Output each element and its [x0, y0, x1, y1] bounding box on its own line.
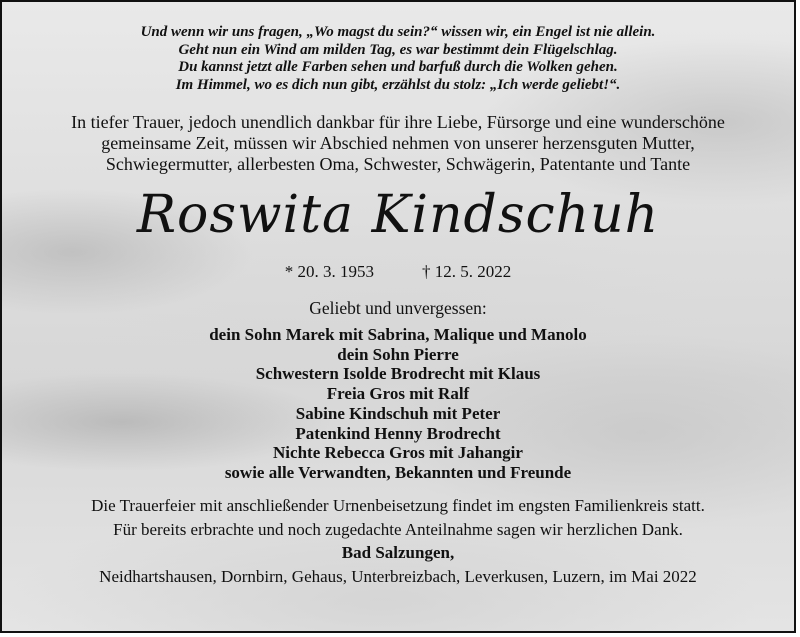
poem-line: Du kannst jetzt alle Farben sehen und barfuß durch die Wolken gehen.: [178, 59, 618, 75]
place-name: Bad Salzungen,: [341, 543, 455, 562]
footer: [2, 494, 794, 588]
mourner-line: Patenkind Henny Brodrecht: [295, 423, 501, 443]
life-dates: [2, 261, 794, 283]
thanks-note: Für bereits erbrachte und noch zugedachte Anteilnahme sagen wir herzlichen Dank.: [113, 519, 683, 539]
poem-line: Geht nun ein Wind am milden Tag, es war bestimmt dein Flügelschlag.: [178, 41, 618, 58]
locations-line: Neidhartshausen, Dornbirn, Gehaus, Unterbreizbach, Leverkusen, Luzern, im Mai 2022: [99, 566, 697, 586]
poem-line: Und wenn wir uns fragen, „Wo magst du sein?“ wissen wir, ein Engel ist nie allein.: [140, 24, 656, 40]
mourner-line: dein Sohn Pierre: [337, 344, 459, 364]
intro-line: Schwiegermutter, allerbesten Oma, Schwester, Schwägerin, Patentante und Tante: [105, 154, 691, 174]
mourner-line: Freia Gros mit Ralf: [326, 384, 470, 404]
poem-line: Im Himmel, wo es dich nun gibt, erzählst du stolz: „Ich werde geliebt!“.: [175, 76, 621, 93]
mourner-line: Nichte Rebecca Gros mit Jahangir: [273, 443, 523, 463]
mourner-line: Schwestern Isolde Brodrecht mit Klaus: [255, 364, 541, 384]
intro-line: gemeinsame Zeit, müssen wir Abschied nehmen von unserer herzensguten Mutter,: [101, 133, 695, 153]
birth-date: * 20. 3. 1953: [284, 262, 374, 281]
funeral-note: Die Trauerfeier mit anschließender Urnenbeisetzung findet im engsten Familienkreis statt.: [91, 496, 705, 515]
poem: [2, 24, 794, 94]
deceased-name: Roswita Kindschuh: [136, 185, 660, 245]
intro-line: In tiefer Trauer, jedoch unendlich dankbar für ihre Liebe, Fürsorge und eine wunderschöne: [71, 112, 725, 132]
death-date: † 12. 5. 2022: [422, 262, 512, 281]
loved-label: Geliebt und unvergessen:: [309, 298, 487, 318]
mourners-list: [2, 325, 794, 483]
mourner-line: dein Sohn Marek mit Sabrina, Malique und Manolo: [209, 325, 587, 344]
intro-text: [2, 112, 794, 175]
mourner-line: Sabine Kindschuh mit Peter: [295, 403, 501, 423]
mourner-line: sowie alle Verwandten, Bekannten und Freunde: [224, 462, 572, 482]
